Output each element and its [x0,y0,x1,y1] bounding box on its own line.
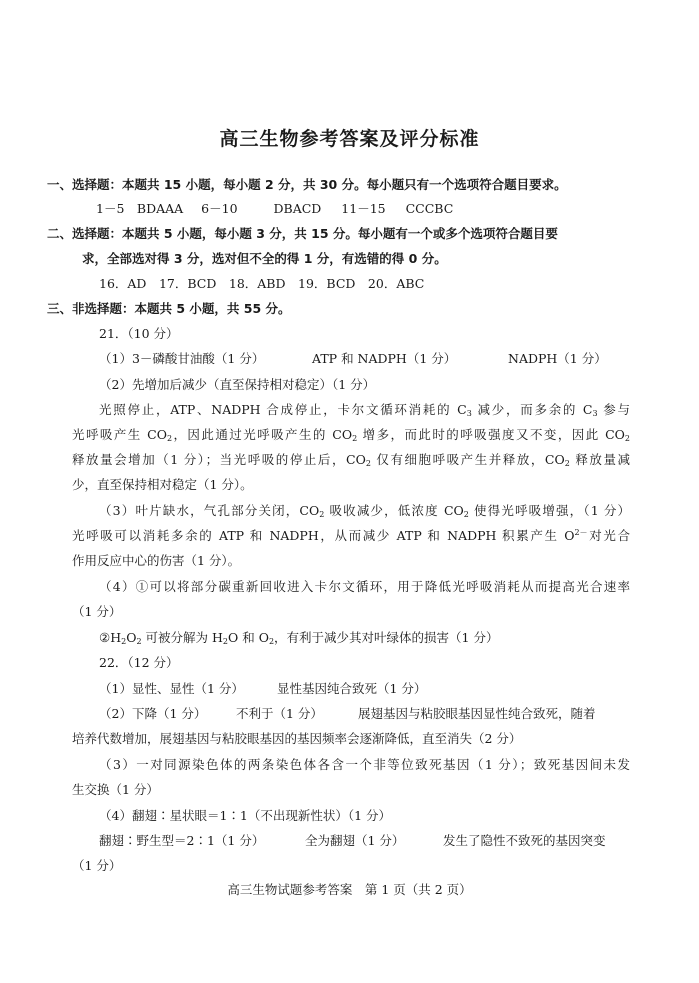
section-2-header-line-2: 求，全部选对得 3 分，选对但不全的得 1 分，有选错的得 0 分。 [82,251,447,266]
q22-part3-line-1: （3）一对同源染色体的两条染色体各含一个非等位致死基因（1 分）；致死基因间未发 [99,757,630,772]
q21-part1-a: （1）3－磷酸甘油酸（1 分） [99,351,265,366]
section-2-answers: 16．AD 17．BCD 18．ABD 19．BCD 20．ABC [99,276,425,291]
page-title: 高三生物参考答案及评分标准 [219,128,480,150]
q22-part4-line-3: （1 分） [72,858,122,873]
q22-part2-b: 不利于（1 分） [236,706,323,721]
answer-group-1: 1－5 BDAAA [96,201,184,216]
q22-part3-line-2: 生交换（1 分） [72,782,159,797]
q21-part1-b: ATP 和 NADPH（1 分） [312,351,457,366]
answer-range-2: 6－10 [201,201,238,216]
q21-part1-c: NADPH（1 分） [508,351,607,366]
q22-part1-b: 显性基因纯合致死（1 分） [277,681,427,696]
q22-part2-d: 培养代数增加，展翅基因与粘胶眼基因的基因频率会逐渐降低，直至消失（2 分） [72,731,522,746]
answer-group-2: DBACD [273,201,322,216]
q22-part2-a: （2）下降（1 分） [99,706,207,721]
q22-part2-c: 展翅基因与粘胶眼基因显性纯合致死，随着 [358,706,596,721]
q22-label: 22．（12 分） [99,655,179,670]
q21-part2-expl-line-3: 释放量会增加（1 分）；当光呼吸的停止后，$CO_2$ 仅有细胞呼吸产生并释放，$CO_2$ 释放量减 [72,452,630,468]
q21-part2: （2）先增加后减少（直至保持相对稳定）（1 分） [99,377,376,392]
section-1-answers [96,201,453,217]
q21-part4-line-2: （1 分） [72,604,122,619]
q21-part2-expl-line-2: 光呼吸产生 $CO_2$，因此通过光呼吸产生的 $CO_2$ 增多，而此时的呼吸强度又不变，因此 $CO_2$ [72,427,630,443]
q22-part4-b: 全为翻翅（1 分） [305,833,405,848]
q21-label: 21．（10 分） [99,326,179,341]
q21-part4-line-1: （4）①可以将部分碳重新回收进入卡尔文循环，用于降低光呼吸消耗从而提高光合速率 [99,579,630,594]
section-3-header: 三、非选择题：本题共 5 小题，共 55 分。 [47,301,291,316]
q21-part3-line-1: （3）叶片缺水，气孔部分关闭，$CO_2$ 吸收减少，低浓度 $CO_2$ 使得光呼吸增强，（1 分） [99,503,630,519]
q21-part4-line-3: $②H_2O_2$ 可被分解为 $H_2O$ 和 $O_2$，有利于减少其对叶绿体的损害（1 分） [99,630,499,646]
answer-group-3: CCCBC [405,201,454,216]
section-1-header: 一、选择题：本题共 15 小题，每小题 2 分，共 30 分。每小题只有一个选项符合题目要求。 [47,177,567,192]
q21-part2-expl-line-1: 光照停止，ATP、NADPH 合成停止，卡尔文循环消耗的 $C_3$ 减少，而多余的 $C_3$ 参与 [99,402,630,418]
q21-part3-line-2: 光呼吸可以消耗多余的 ATP 和 NADPH，从而减少 ATP 和 NADPH 积累产生 $O^{2-}$对光合 [72,528,630,543]
answer-range-3: 11－15 [341,201,386,216]
page-footer: 高三生物试题参考答案 第 1 页（共 2 页） [227,882,472,897]
q22-part4-c: 发生了隐性不致死的基因突变 [443,833,606,848]
q22-part4-line-1: （4）翻翅∶星状眼＝1∶1（不出现新性状）（1 分） [99,808,392,823]
q22-part1-a: （1）显性、显性（1 分） [99,681,244,696]
section-2-header-line-1: 二、选择题：本题共 5 小题，每小题 3 分，共 15 分。每小题有一个或多个选项符合题目要 [47,226,558,241]
q21-part2-expl-line-4: 少，直至保持相对稳定（1 分）。 [72,477,253,492]
q21-part3-line-3: 作用反应中心的伤害（1 分）。 [72,553,241,568]
q22-part4-a: 翻翅∶野生型＝2∶1（1 分） [99,833,265,848]
